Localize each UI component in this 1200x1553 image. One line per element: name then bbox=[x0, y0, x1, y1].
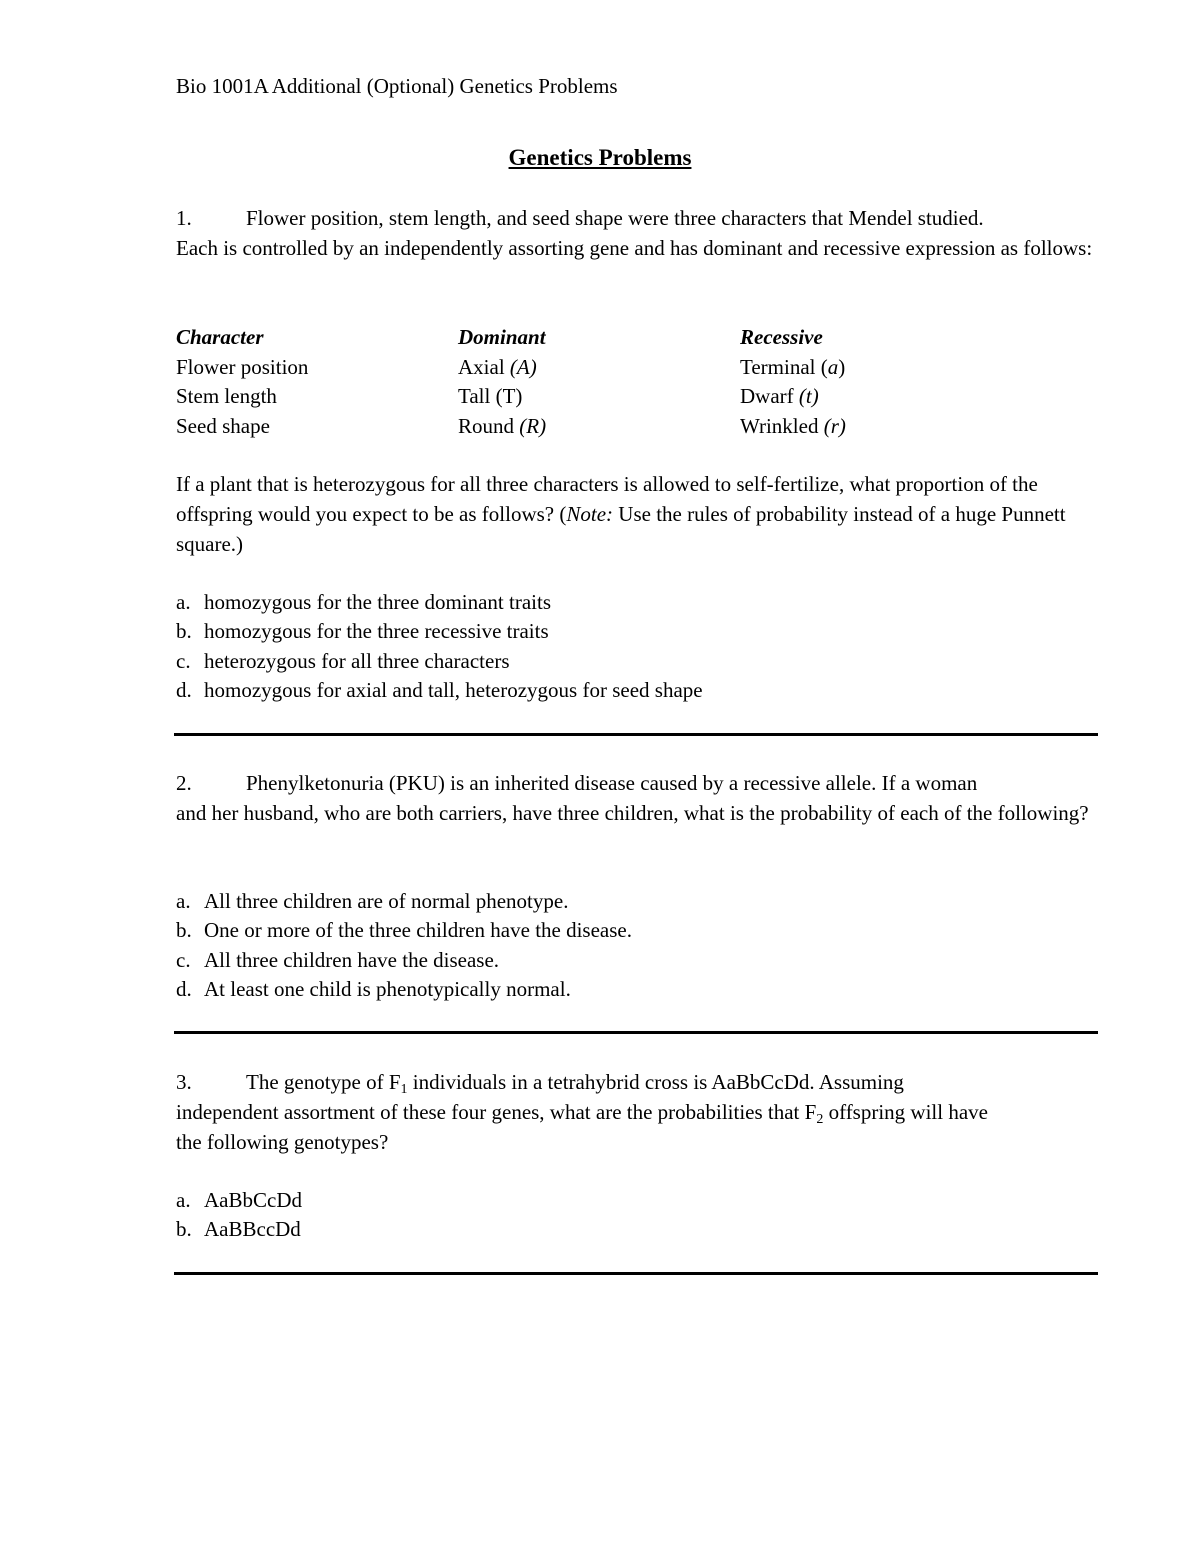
question-number: 1. bbox=[176, 206, 192, 230]
question-1-intro-rest: Each is controlled by an independently assorting gene and has dominant and recessive expression as follows: bbox=[176, 236, 1093, 260]
note-label: Note: bbox=[566, 502, 614, 526]
table-column-character bbox=[176, 322, 308, 440]
table-column-dominant bbox=[458, 322, 546, 440]
page-header: Bio 1001A Additional (Optional) Genetics Problems bbox=[176, 74, 618, 98]
table-header-dominant: Dominant bbox=[458, 325, 546, 349]
list-item: a. homozygous for the three dominant traits bbox=[176, 590, 552, 614]
list-item: b. AaBBccDd bbox=[176, 1217, 301, 1241]
question-1-intro bbox=[176, 203, 1106, 263]
question-1-prompt: If a plant that is heterozygous for all three characters is allowed to self-fertilize, what proportion of the offspring would you expect to be as follows? (Note: Use the rules of probability instead of a huge Punnett square.) bbox=[176, 472, 1066, 556]
table-cell: Flower position bbox=[176, 354, 309, 379]
section-divider bbox=[174, 1272, 1098, 1275]
question-3-prompt: 3. The genotype of $F_1$ individuals in a tetrahybrid cross is AaBbCcDd. Assuming independent assortment of these four genes, what are the probabilities that $F_2$ offspring will have the following genotypes? bbox=[176, 1067, 1106, 1157]
question-1-line1: Flower position, stem length, and seed shape were three characters that Mendel studied. bbox=[246, 206, 984, 230]
table-header-character: Character bbox=[176, 325, 264, 349]
table-cell: Stem length bbox=[176, 384, 277, 408]
question-number: 2. bbox=[176, 771, 192, 795]
list-item: d. homozygous for axial and tall, heterozygous for seed shape bbox=[176, 678, 703, 702]
list-item: b. One or more of the three children have the disease. bbox=[176, 918, 632, 942]
list-item: d. At least one child is phenotypically normal. bbox=[176, 977, 571, 1001]
question-number: 3. bbox=[176, 1070, 192, 1094]
table-cell: Round (R) bbox=[458, 413, 547, 438]
table-header-recessive: Recessive bbox=[740, 325, 823, 349]
table-cell: Terminal (a) bbox=[740, 354, 846, 379]
table-column-recessive bbox=[740, 322, 846, 440]
section-divider bbox=[174, 1031, 1098, 1034]
section-divider bbox=[174, 733, 1098, 736]
table-cell: Axial (A) bbox=[458, 354, 537, 379]
table-cell: Tall (T) bbox=[458, 384, 523, 408]
table-cell: Seed shape bbox=[176, 413, 270, 438]
question-2-prompt: 2. Phenylketonuria (PKU) is an inherited disease caused by a recessive allele. If a woman and her husband, who are both carriers, have three children, what is the probability of each of the following? bbox=[176, 768, 1106, 828]
list-item: c. heterozygous for all three characters bbox=[176, 649, 510, 673]
table-cell: Dwarf (t) bbox=[740, 384, 819, 408]
list-item: b. homozygous for the three recessive traits bbox=[176, 619, 549, 643]
list-item: c. All three children have the disease. bbox=[176, 948, 500, 972]
table-cell: Wrinkled (r) bbox=[740, 413, 846, 438]
page-title: Genetics Problems bbox=[508, 145, 692, 170]
list-item: a. All three children are of normal phenotype. bbox=[176, 889, 569, 913]
list-item: a. AaBbCcDd bbox=[176, 1188, 302, 1212]
